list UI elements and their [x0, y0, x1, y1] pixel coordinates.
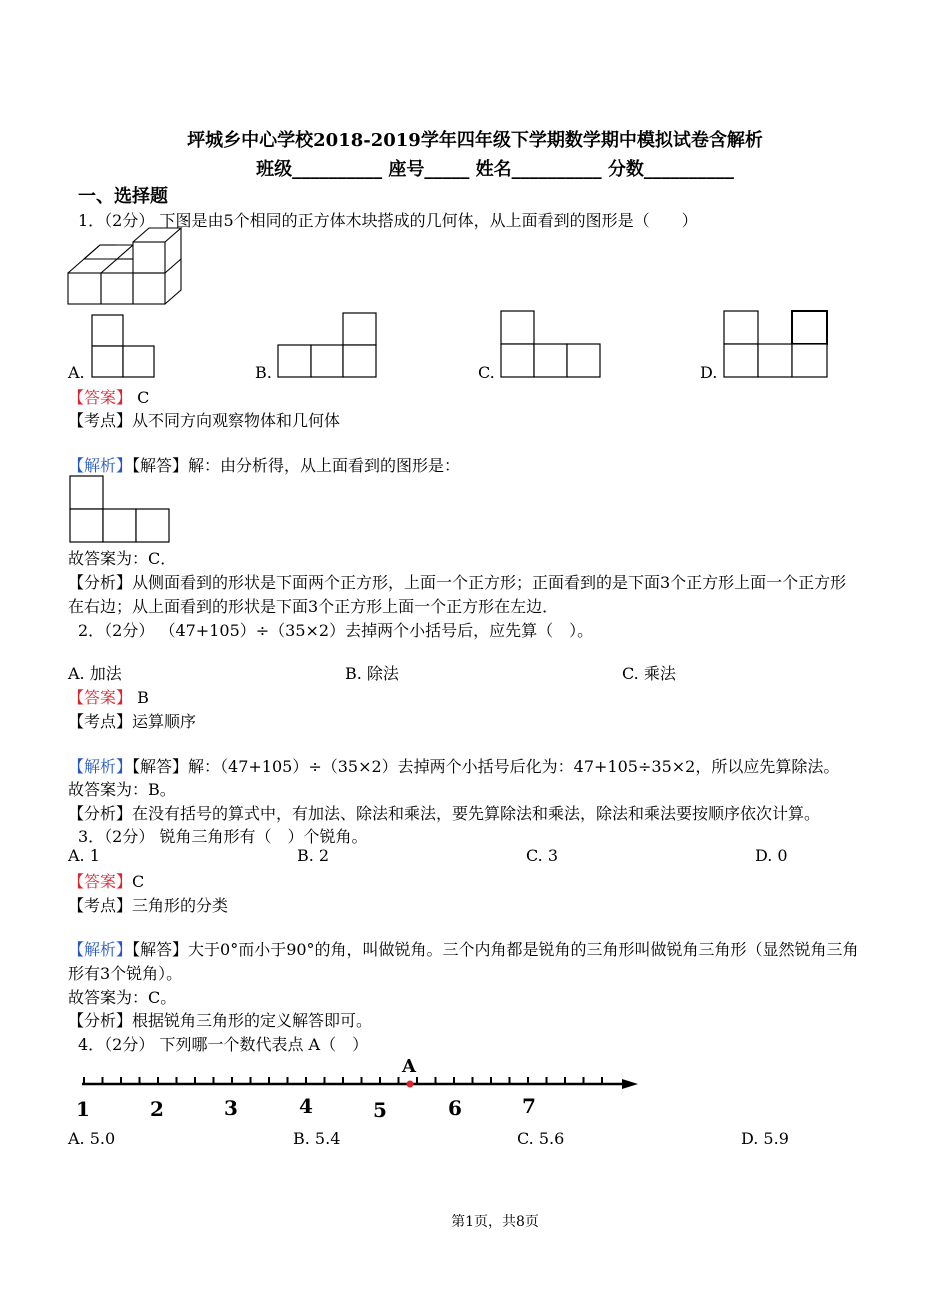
q4-number-line	[0, 1050, 950, 1130]
q2-option-c[interactable]: C. 乘法	[622, 664, 676, 683]
number-line-label: 4	[299, 1094, 313, 1118]
q2-answer: B	[137, 688, 149, 707]
number-line-label: 6	[448, 1096, 462, 1120]
number-line-label: 7	[522, 1094, 536, 1118]
number-line-label: 5	[373, 1098, 387, 1122]
q2-answer-tag: 【答案】	[68, 688, 133, 707]
q3-point: 三角形的分类	[132, 896, 229, 915]
q1-option-d-figure	[723, 310, 829, 378]
point-a-marker	[407, 1081, 414, 1088]
q3-option-c[interactable]: C. 3	[526, 846, 559, 865]
q1-analysis-line2: 在右边；从上面看到的形状是下面3个正方形上面一个正方形在左边．	[68, 597, 559, 616]
q1-option-b[interactable]: B.	[255, 363, 272, 382]
q3-analysis-line2: 形有3个锐角）。	[68, 964, 183, 983]
q1-answer-tag: 【答案】	[68, 388, 133, 407]
q2-conclusion: 故答案为：B。	[68, 780, 176, 799]
q3-answer: C	[132, 872, 145, 891]
q1-option-c[interactable]: C.	[478, 363, 495, 382]
q1-point: 从不同方向观察物体和几何体	[132, 411, 341, 430]
section-heading: 一、选择题	[78, 186, 168, 207]
q4-stem: 4．（2分） 下列哪一个数代表点 A（ ）	[78, 1035, 369, 1054]
q3-analysis-tag: 【解析】	[68, 940, 133, 959]
q4-option-a[interactable]: A. 5.0	[68, 1129, 116, 1148]
q4-option-d[interactable]: D. 5.9	[741, 1129, 789, 1148]
q1-answer: C	[137, 388, 150, 407]
page-title: 坪城乡中心学校2018-2019学年四年级下学期数学期中模拟试卷含解析	[187, 130, 763, 151]
q1-option-b-figure	[277, 312, 379, 378]
q1-conclusion: 故答案为：C．	[68, 549, 177, 568]
q3-point-tag: 【考点】	[68, 896, 133, 915]
q2-point-tag: 【考点】	[68, 712, 133, 731]
q2-option-a[interactable]: A. 加法	[68, 664, 122, 683]
page-number: 第1页，共8页	[451, 1214, 539, 1230]
q1-cube-figure	[66, 226, 186, 310]
q3-option-a[interactable]: A. 1	[68, 846, 100, 865]
q1-stem: 1．（2分） 下图是由5个相同的正方体木块搭成的几何体，从上面看到的图形是（ ）	[78, 211, 698, 230]
q1-analysis-intro: 【解答】解：由分析得，从上面看到的图形是：	[132, 456, 461, 475]
q3-stem: 3．（2分） 锐角三角形有（ ）个锐角。	[78, 827, 368, 846]
q3-option-b[interactable]: B. 2	[297, 846, 330, 865]
number-line-label: 1	[76, 1097, 90, 1121]
q3-answer-tag: 【答案】	[68, 872, 133, 891]
q1-analysis-figure	[69, 475, 171, 543]
number-line-label: 3	[224, 1096, 238, 1120]
q4-option-c[interactable]: C. 5.6	[517, 1129, 565, 1148]
q4-option-b[interactable]: B. 5.4	[293, 1129, 341, 1148]
number-line-label: 2	[150, 1097, 164, 1121]
q2-analysis-text: 【解答】解：（47+105）÷（35×2）去掉两个小括号后化为：47+105÷35×2，所以应先算除法。	[132, 757, 840, 776]
q2-point: 运算顺序	[132, 712, 197, 731]
q1-option-a-figure	[91, 314, 157, 378]
q1-option-d[interactable]: D.	[700, 363, 718, 382]
q3-analysis-line: 【分析】根据锐角三角形的定义解答即可。	[68, 1011, 373, 1030]
q3-conclusion: 故答案为：C。	[68, 988, 177, 1007]
point-a-label: A	[402, 1056, 416, 1077]
q2-stem: 2．（2分） （47+105）÷（35×2）去掉两个小括号后，应先算（ ）。	[78, 621, 594, 640]
q2-option-b[interactable]: B. 除法	[345, 664, 399, 683]
student-info-line: 班级__________ 座号_____ 姓名__________ 分数__________	[256, 159, 734, 180]
q1-analysis-line1: 【分析】从侧面看到的形状是下面两个正方形，上面一个正方形；正面看到的是下面3个正方形上面一个正方形	[68, 573, 847, 592]
number-line-arrow	[622, 1079, 638, 1089]
q2-analysis-tag: 【解析】	[68, 757, 133, 776]
q1-option-a[interactable]: A.	[68, 363, 85, 382]
q3-analysis-line1: 【解答】大于0°而小于90°的角，叫做锐角。三个内角都是锐角的三角形叫做锐角三角形（显然锐角三角	[132, 940, 859, 959]
q1-point-tag: 【考点】	[68, 411, 133, 430]
q1-option-c-figure	[500, 310, 602, 378]
q3-option-d[interactable]: D. 0	[755, 846, 788, 865]
q2-analysis-line: 【分析】在没有括号的算式中，有加法、除法和乘法，要先算除法和乘法，除法和乘法要按顺序依次计算。	[68, 804, 821, 823]
q1-analysis-tag: 【解析】	[68, 456, 133, 475]
